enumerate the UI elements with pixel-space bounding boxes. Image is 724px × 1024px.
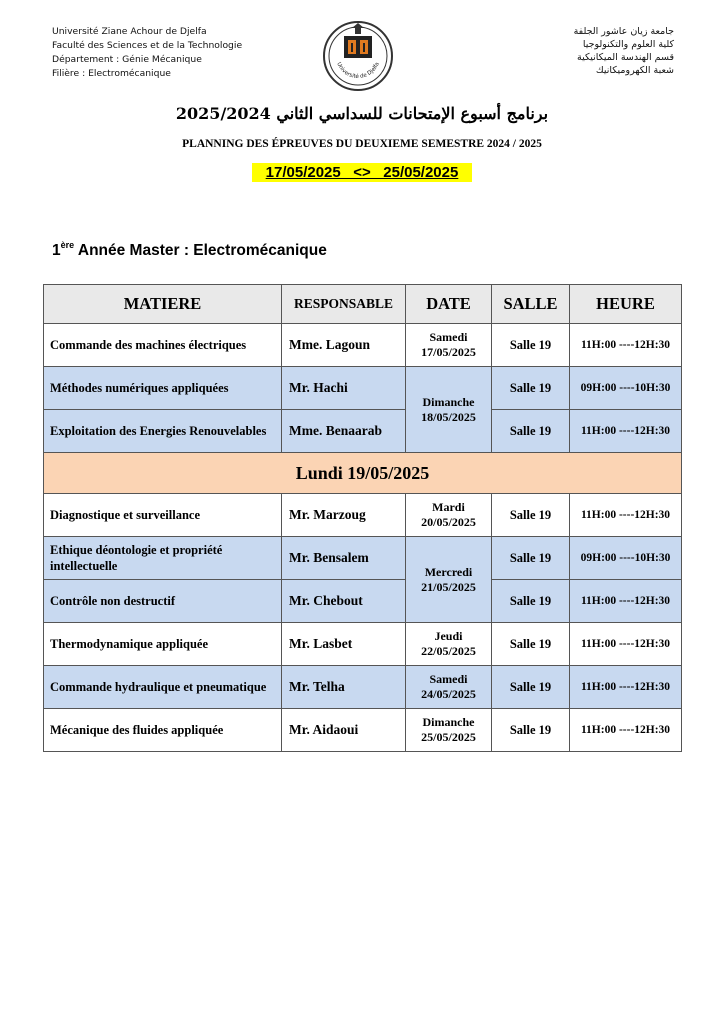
date-cell: Dimanche 25/05/2025: [406, 709, 492, 752]
holiday-row: [44, 453, 682, 494]
salle-cell: Salle 19: [492, 623, 570, 666]
university-header-fr: [52, 25, 242, 81]
responsable-cell: Mme. Lagoun: [282, 324, 406, 367]
matiere-cell: Contrôle non destructif: [44, 580, 282, 623]
department-name-ar: قسم الهندسة الميكانيكية: [577, 52, 674, 63]
responsable-cell: Mr. Chebout: [282, 580, 406, 623]
heure-cell: 09H:00 ----10H:30: [570, 537, 682, 580]
salle-cell: Salle 19: [492, 494, 570, 537]
matiere-cell: Commande hydraulique et pneumatique: [44, 666, 282, 709]
exam-schedule-table: [43, 284, 682, 752]
table-row: [44, 324, 682, 367]
date-cell: Dimanche 18/05/2025: [406, 367, 492, 453]
salle-cell: Salle 19: [492, 537, 570, 580]
faculty-name: Faculté des Sciences et de la Technologie: [52, 40, 243, 51]
program-year: 1: [52, 242, 61, 259]
table-row: [44, 410, 682, 453]
col-header-date: DATE: [406, 285, 492, 324]
heure-cell: 11H:00 ----12H:30: [570, 709, 682, 752]
university-name-ar: جامعة زيان عاشور الجلفة: [573, 26, 674, 37]
responsable-cell: Mr. Marzoug: [282, 494, 406, 537]
responsable-cell: Mr. Telha: [282, 666, 406, 709]
matiere-cell: Méthodes numériques appliquées: [44, 367, 282, 410]
heure-cell: 11H:00 ----12H:30: [570, 494, 682, 537]
holiday-cell: Lundi 19/05/2025: [44, 453, 682, 494]
faculty-name-ar: كلية العلوم والتكنولوجيا: [582, 39, 674, 50]
date-cell: Samedi 17/05/2025: [406, 324, 492, 367]
table-row: [44, 367, 682, 410]
matiere-cell: Mécanique des fluides appliquée: [44, 709, 282, 752]
page-title-arabic: برنامج أسبوع الإمتحانات للسداسي الثاني 2025/2024: [175, 104, 549, 123]
responsable-cell: Mr. Hachi: [282, 367, 406, 410]
matiere-cell: Thermodynamique appliquée: [44, 623, 282, 666]
program-title: [52, 240, 327, 260]
university-header-ar: [504, 25, 674, 77]
salle-cell: Salle 19: [492, 410, 570, 453]
heure-cell: 09H:00 ----10H:30: [570, 367, 682, 410]
heure-cell: 11H:00 ----12H:30: [570, 324, 682, 367]
university-logo-icon: [322, 20, 394, 92]
heure-cell: 11H:00 ----12H:30: [570, 623, 682, 666]
heure-cell: 11H:00 ----12H:30: [570, 666, 682, 709]
salle-cell: Salle 19: [492, 666, 570, 709]
col-header-heure: HEURE: [570, 285, 682, 324]
col-header-matiere: MATIERE: [44, 285, 282, 324]
program-name: Année Master : Electromécanique: [74, 242, 327, 259]
field-name: Filière : Electromécanique: [52, 68, 171, 79]
date-cell: Mercredi 21/05/2025: [406, 537, 492, 623]
responsable-cell: Mr. Bensalem: [282, 537, 406, 580]
matiere-cell: Ethique déontologie et propriété intellectuelle: [44, 537, 282, 580]
col-header-responsable: RESPONSABLE: [282, 285, 406, 324]
page-title-french: PLANNING DES ÉPREUVES DU DEUXIEME SEMESTRE 2024 / 2025: [182, 138, 542, 150]
field-name-ar: شعبة الكهروميكانيك: [595, 65, 674, 76]
responsable-cell: Mr. Aidaoui: [282, 709, 406, 752]
date-cell: Samedi 24/05/2025: [406, 666, 492, 709]
svg-text:Université de Djelfa: Université de Djelfa: [335, 61, 381, 81]
matiere-cell: Exploitation des Energies Renouvelables: [44, 410, 282, 453]
salle-cell: Salle 19: [492, 580, 570, 623]
table-row: [44, 580, 682, 623]
responsable-cell: Mme. Benaarab: [282, 410, 406, 453]
heure-cell: 11H:00 ----12H:30: [570, 410, 682, 453]
table-row: [44, 537, 682, 580]
table-row: [44, 709, 682, 752]
date-cell: Jeudi 22/05/2025: [406, 623, 492, 666]
col-header-salle: SALLE: [492, 285, 570, 324]
matiere-cell: Commande des machines électriques: [44, 324, 282, 367]
date-cell: Mardi 20/05/2025: [406, 494, 492, 537]
salle-cell: Salle 19: [492, 709, 570, 752]
table-header-row: [44, 285, 682, 324]
program-year-suffix: ère: [60, 240, 75, 250]
salle-cell: Salle 19: [492, 324, 570, 367]
salle-cell: Salle 19: [492, 367, 570, 410]
responsable-cell: Mr. Lasbet: [282, 623, 406, 666]
matiere-cell: Diagnostique et surveillance: [44, 494, 282, 537]
table-row: [44, 494, 682, 537]
table-row: [44, 666, 682, 709]
exam-date-range: 17/05/2025 <> 25/05/2025: [252, 163, 472, 182]
university-name: Université Ziane Achour de Djelfa: [52, 26, 207, 37]
table-row: [44, 623, 682, 666]
department-name: Département : Génie Mécanique: [52, 54, 202, 65]
heure-cell: 11H:00 ----12H:30: [570, 580, 682, 623]
